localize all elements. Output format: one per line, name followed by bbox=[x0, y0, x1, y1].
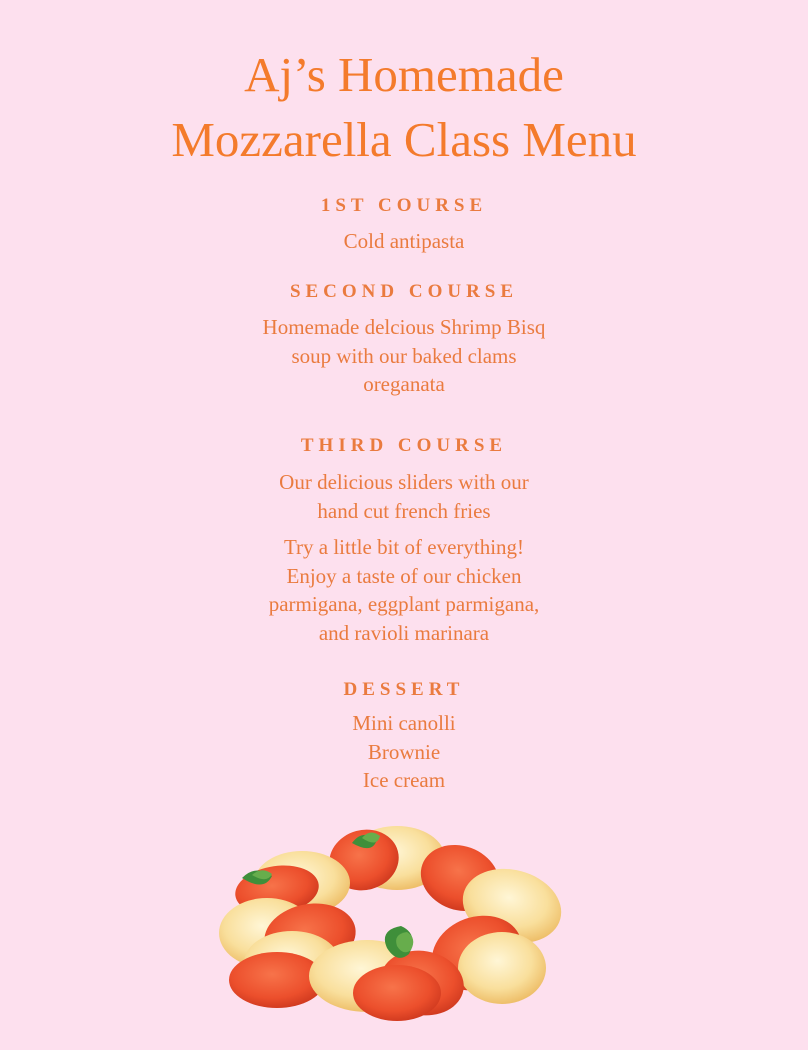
course-line: parmigana, eggplant parmigana, bbox=[268, 592, 540, 616]
caprese-salad-icon bbox=[212, 818, 572, 1028]
course-line: Mini canolli bbox=[352, 711, 456, 735]
course-heading-dessert: DESSERT bbox=[343, 679, 465, 700]
course-items-third bbox=[0, 468, 808, 525]
course-line: Homemade delcious Shrimp Bisq bbox=[262, 315, 546, 339]
course-heading-first: 1ST COURSE bbox=[320, 195, 488, 216]
course-line: Ice cream bbox=[362, 768, 446, 792]
course-items-third-extra bbox=[0, 533, 808, 647]
menu-title-line-2: Mozzarella Class Menu bbox=[171, 112, 637, 167]
course-line: Try a little bit of everything! bbox=[283, 535, 525, 559]
course-items-second bbox=[0, 313, 808, 399]
course-line: Brownie bbox=[367, 739, 441, 764]
course-items-dessert bbox=[0, 709, 808, 795]
caprese-salad-illustration bbox=[212, 818, 572, 1028]
course-line: hand cut french fries bbox=[317, 498, 491, 523]
course-heading-third: THIRD COURSE bbox=[300, 435, 508, 456]
course-line: and ravioli marinara bbox=[318, 620, 490, 645]
course-line: Enjoy a taste of our chicken bbox=[286, 563, 522, 588]
menu-title-line-1: Aj’s Homemade bbox=[244, 47, 564, 102]
course-line: Cold antipasta bbox=[343, 229, 465, 253]
course-line: soup with our baked clams bbox=[291, 343, 517, 368]
course-line: oreganata bbox=[363, 372, 445, 396]
course-line: Our delicious sliders with our bbox=[279, 470, 529, 494]
course-items-first bbox=[0, 227, 808, 256]
course-heading-second: SECOND COURSE bbox=[289, 281, 519, 302]
